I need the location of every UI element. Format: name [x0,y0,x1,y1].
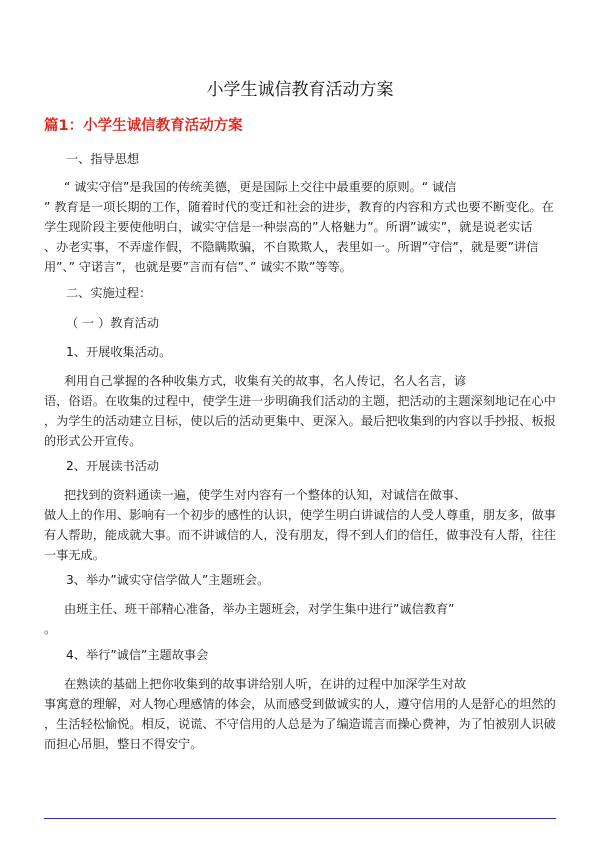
paragraph-line: 事寓意的理解，对人物心理感情的体会，从而感受到做诚实的人，遵守信用的人是舒心的坦然的 [44,697,556,711]
paragraph-line: 利用自己掌握的各种收集方式，收集有关的故事，名人传记，名人名言，谚 [64,374,467,388]
paragraph-line: ” 教育是一项长期的工作，随着时代的变迁和社会的进步，教育的内容和方式也要不断变化。在 [44,200,554,214]
paragraph-line: 的形式公开宣传。 [44,434,142,448]
item-class-meeting: 3、举办”诚实守信学做人”主题班会。 [66,573,270,587]
heading-implementation: 二、实施过程： [66,286,152,300]
heading-education-activity: （ 一 ）教育活动 [66,316,160,330]
paragraph-line: 一事无成。 [44,548,105,562]
paragraph-line: 用”、” 守诺言”，也就是要”言而有信”、” 诚实不欺”等等。 [44,260,352,274]
item-collect-activity: 1、开展收集活动。 [66,345,172,359]
paragraph-line: 在熟读的基础上把你收集到的故事讲给别人听，在讲的过程中加深学生对故 [64,677,467,691]
paragraph-line: 有人帮助，能成就大事。而不讲诚信的人，没有朋友，得不到人们的信任，做事没有人帮，往往 [44,528,556,542]
document-title: 小学生诚信教育活动方案 [206,80,394,100]
paragraph-line: ，为学生的活动建立目标，使以后的活动更集中、更深入。最后把收集到的内容以手抄报、板报 [44,414,556,428]
paragraph-line: 把找到的资料通读一遍，使学生对内容有一个整体的认知，对诚信在做事、 [64,488,467,502]
paragraph-line: 做人上的作用、影响有一个初步的感性的认识，使学生明白讲诚信的人受人尊重，朋友多，做事 [44,508,556,522]
section-heading: 篇1：小学生诚信教育活动方案 [44,118,243,134]
paragraph-line: 学生现阶段主要使他明白，诚实守信是一种崇高的”人格魅力”。所谓”诚实”，就是说老实话 [44,220,533,234]
footer-divider [44,818,556,819]
item-story-meeting: 4、举行”诚信”主题故事会 [66,648,209,662]
paragraph-line: ，生活轻松愉悦。相反，说谎、不守信用的人总是为了编造谎言而操心费神，为了怕被别人识破 [44,717,556,731]
paragraph-line: “ 诚实守信”是我国的传统美德，更是国际上交往中最重要的原则。“ 诚信 [64,180,457,194]
paragraph-line: 语，俗语。在收集的过程中，使学生进一步明确我们活动的主题，把活动的主题深刻地记在心中 [44,394,556,408]
item-reading-activity: 2、开展读书活动 [66,459,160,473]
paragraph-line: 由班主任、班干部精心准备，举办主题班会，对学生集中进行”诚信教育” [64,602,455,616]
paragraph-line: 。 [44,622,57,636]
heading-guiding-thought: 一、指导思想 [66,152,140,166]
paragraph-line: 而担心吊胆，整日不得安宁。 [44,737,203,751]
paragraph-line: 、办老实事，不弄虚作假，不隐瞒欺骗，不自欺欺人，表里如一。所谓”守信”，就是要”讲信 [44,240,539,254]
